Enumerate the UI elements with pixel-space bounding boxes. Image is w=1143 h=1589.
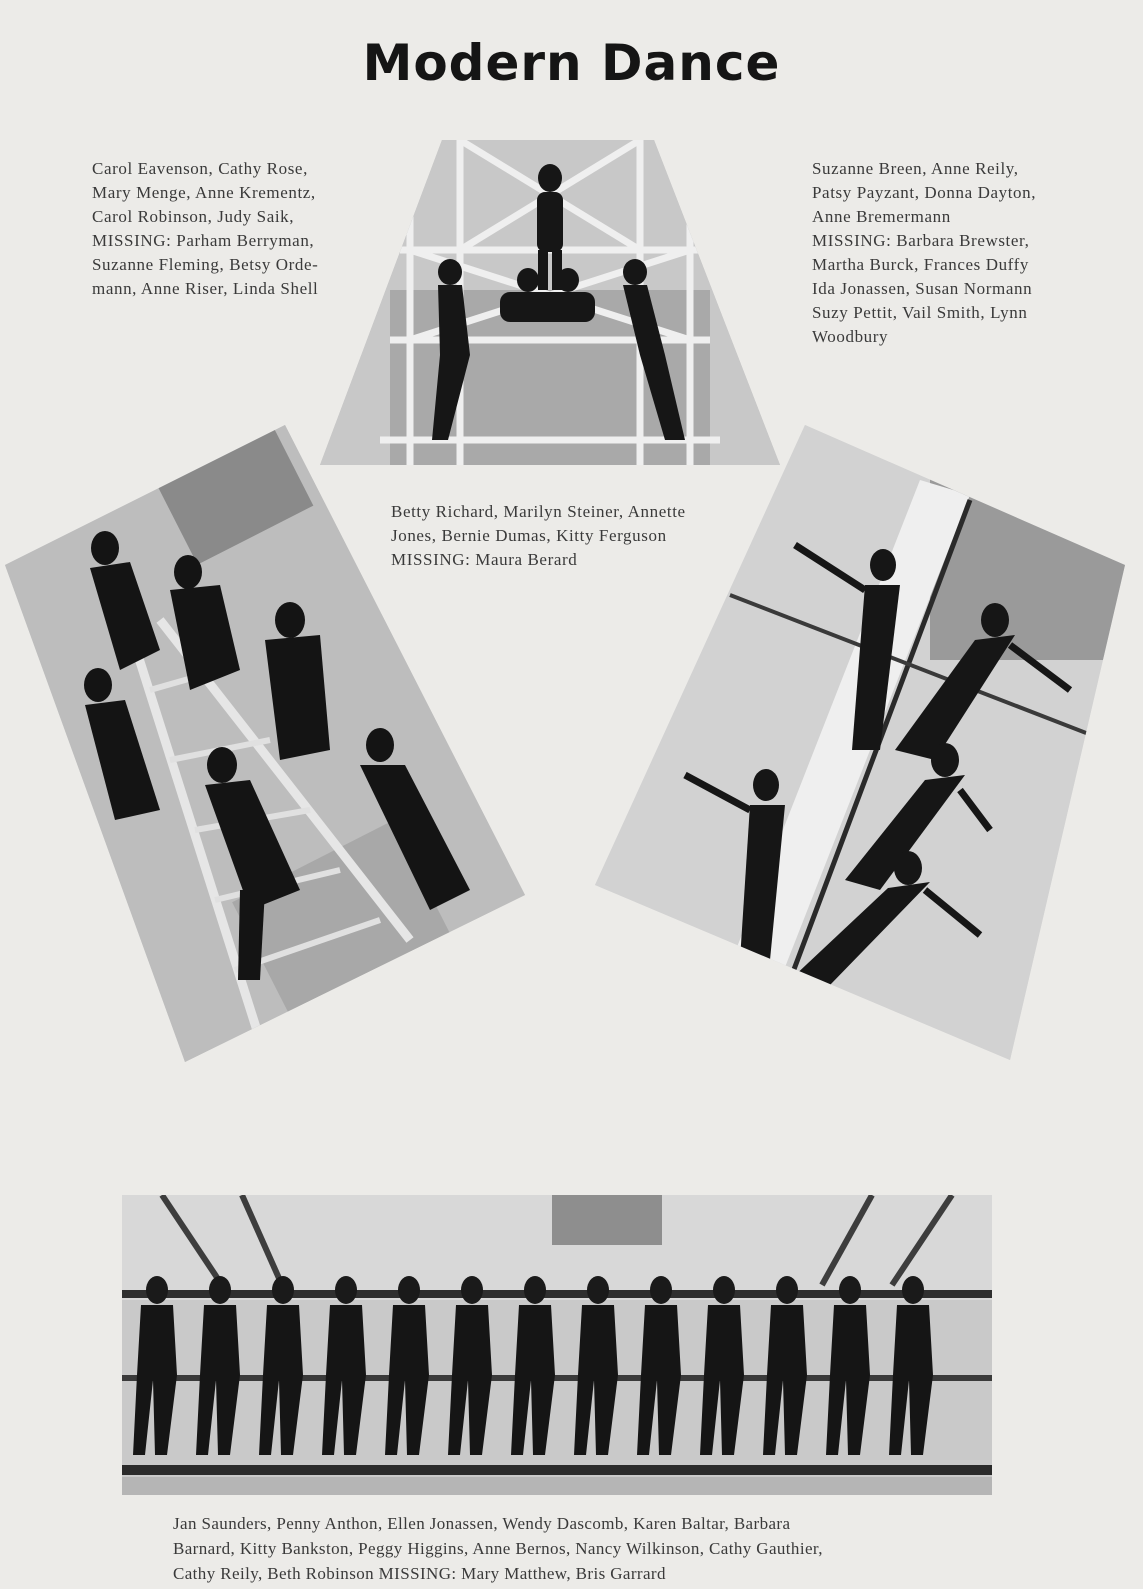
caption-line: MISSING: Parham Berryman, bbox=[92, 231, 315, 250]
caption-line: Jones, Bernie Dumas, Kitty Ferguson bbox=[391, 526, 667, 545]
caption-line: MISSING: Maura Berard bbox=[391, 550, 578, 569]
photo-left-ladder bbox=[0, 420, 530, 1070]
caption-line: Mary Menge, Anne Krementz, bbox=[92, 183, 316, 202]
dancer-head bbox=[209, 1276, 231, 1304]
caption-line: Cathy Reily, Beth Robinson MISSING: Mary Matthew, Bris Garrard bbox=[173, 1564, 666, 1583]
dancer-head bbox=[776, 1276, 798, 1304]
caption-line: Barnard, Kitty Bankston, Peggy Higgins, Anne Bernos, Nancy Wilkinson, Cathy Gauthier, bbox=[173, 1539, 823, 1558]
caption-line: Ida Jonassen, Susan Normann bbox=[812, 279, 1033, 298]
caption-line: MISSING: Barbara Brewster, bbox=[812, 231, 1030, 250]
caption-line: Suzy Pettit, Vail Smith, Lynn bbox=[812, 303, 1028, 322]
caption-line: Carol Eavenson, Cathy Rose, bbox=[92, 159, 308, 178]
caption-bottom bbox=[173, 1511, 823, 1586]
dancer-head bbox=[272, 1276, 294, 1304]
dancer-head bbox=[902, 1276, 924, 1304]
dancer-head bbox=[650, 1276, 672, 1304]
caption-line: Woodbury bbox=[812, 327, 889, 346]
caption-line: mann, Anne Riser, Linda Shell bbox=[92, 279, 319, 298]
caption-line: Patsy Payzant, Donna Dayton, bbox=[812, 183, 1037, 202]
caption-line: Suzanne Fleming, Betsy Orde- bbox=[92, 255, 319, 274]
caption-line: Betty Richard, Marilyn Steiner, Annette bbox=[391, 502, 686, 521]
page-title: Modern Dance bbox=[362, 34, 781, 92]
dancer-head bbox=[461, 1276, 483, 1304]
dancer-head bbox=[146, 1276, 168, 1304]
dancer-head bbox=[713, 1276, 735, 1304]
photo-right-beam bbox=[590, 420, 1130, 1065]
caption-line: Jan Saunders, Penny Anthon, Ellen Jonassen, Wendy Dascomb, Karen Baltar, Barbara bbox=[173, 1514, 791, 1533]
dancer-head bbox=[398, 1276, 420, 1304]
caption-top-right bbox=[812, 157, 1036, 349]
caption-line: Martha Burck, Frances Duffy bbox=[812, 255, 1029, 274]
caption-line: Anne Bremermann bbox=[812, 207, 951, 226]
caption-line: Suzanne Breen, Anne Reily, bbox=[812, 159, 1019, 178]
photo-bottom-group bbox=[122, 1195, 992, 1495]
dancer-head bbox=[335, 1276, 357, 1304]
dancer-head bbox=[839, 1276, 861, 1304]
caption-top-left bbox=[92, 157, 318, 301]
dancer-head bbox=[524, 1276, 546, 1304]
dancer-head bbox=[587, 1276, 609, 1304]
caption-line: Carol Robinson, Judy Saik, bbox=[92, 207, 295, 226]
